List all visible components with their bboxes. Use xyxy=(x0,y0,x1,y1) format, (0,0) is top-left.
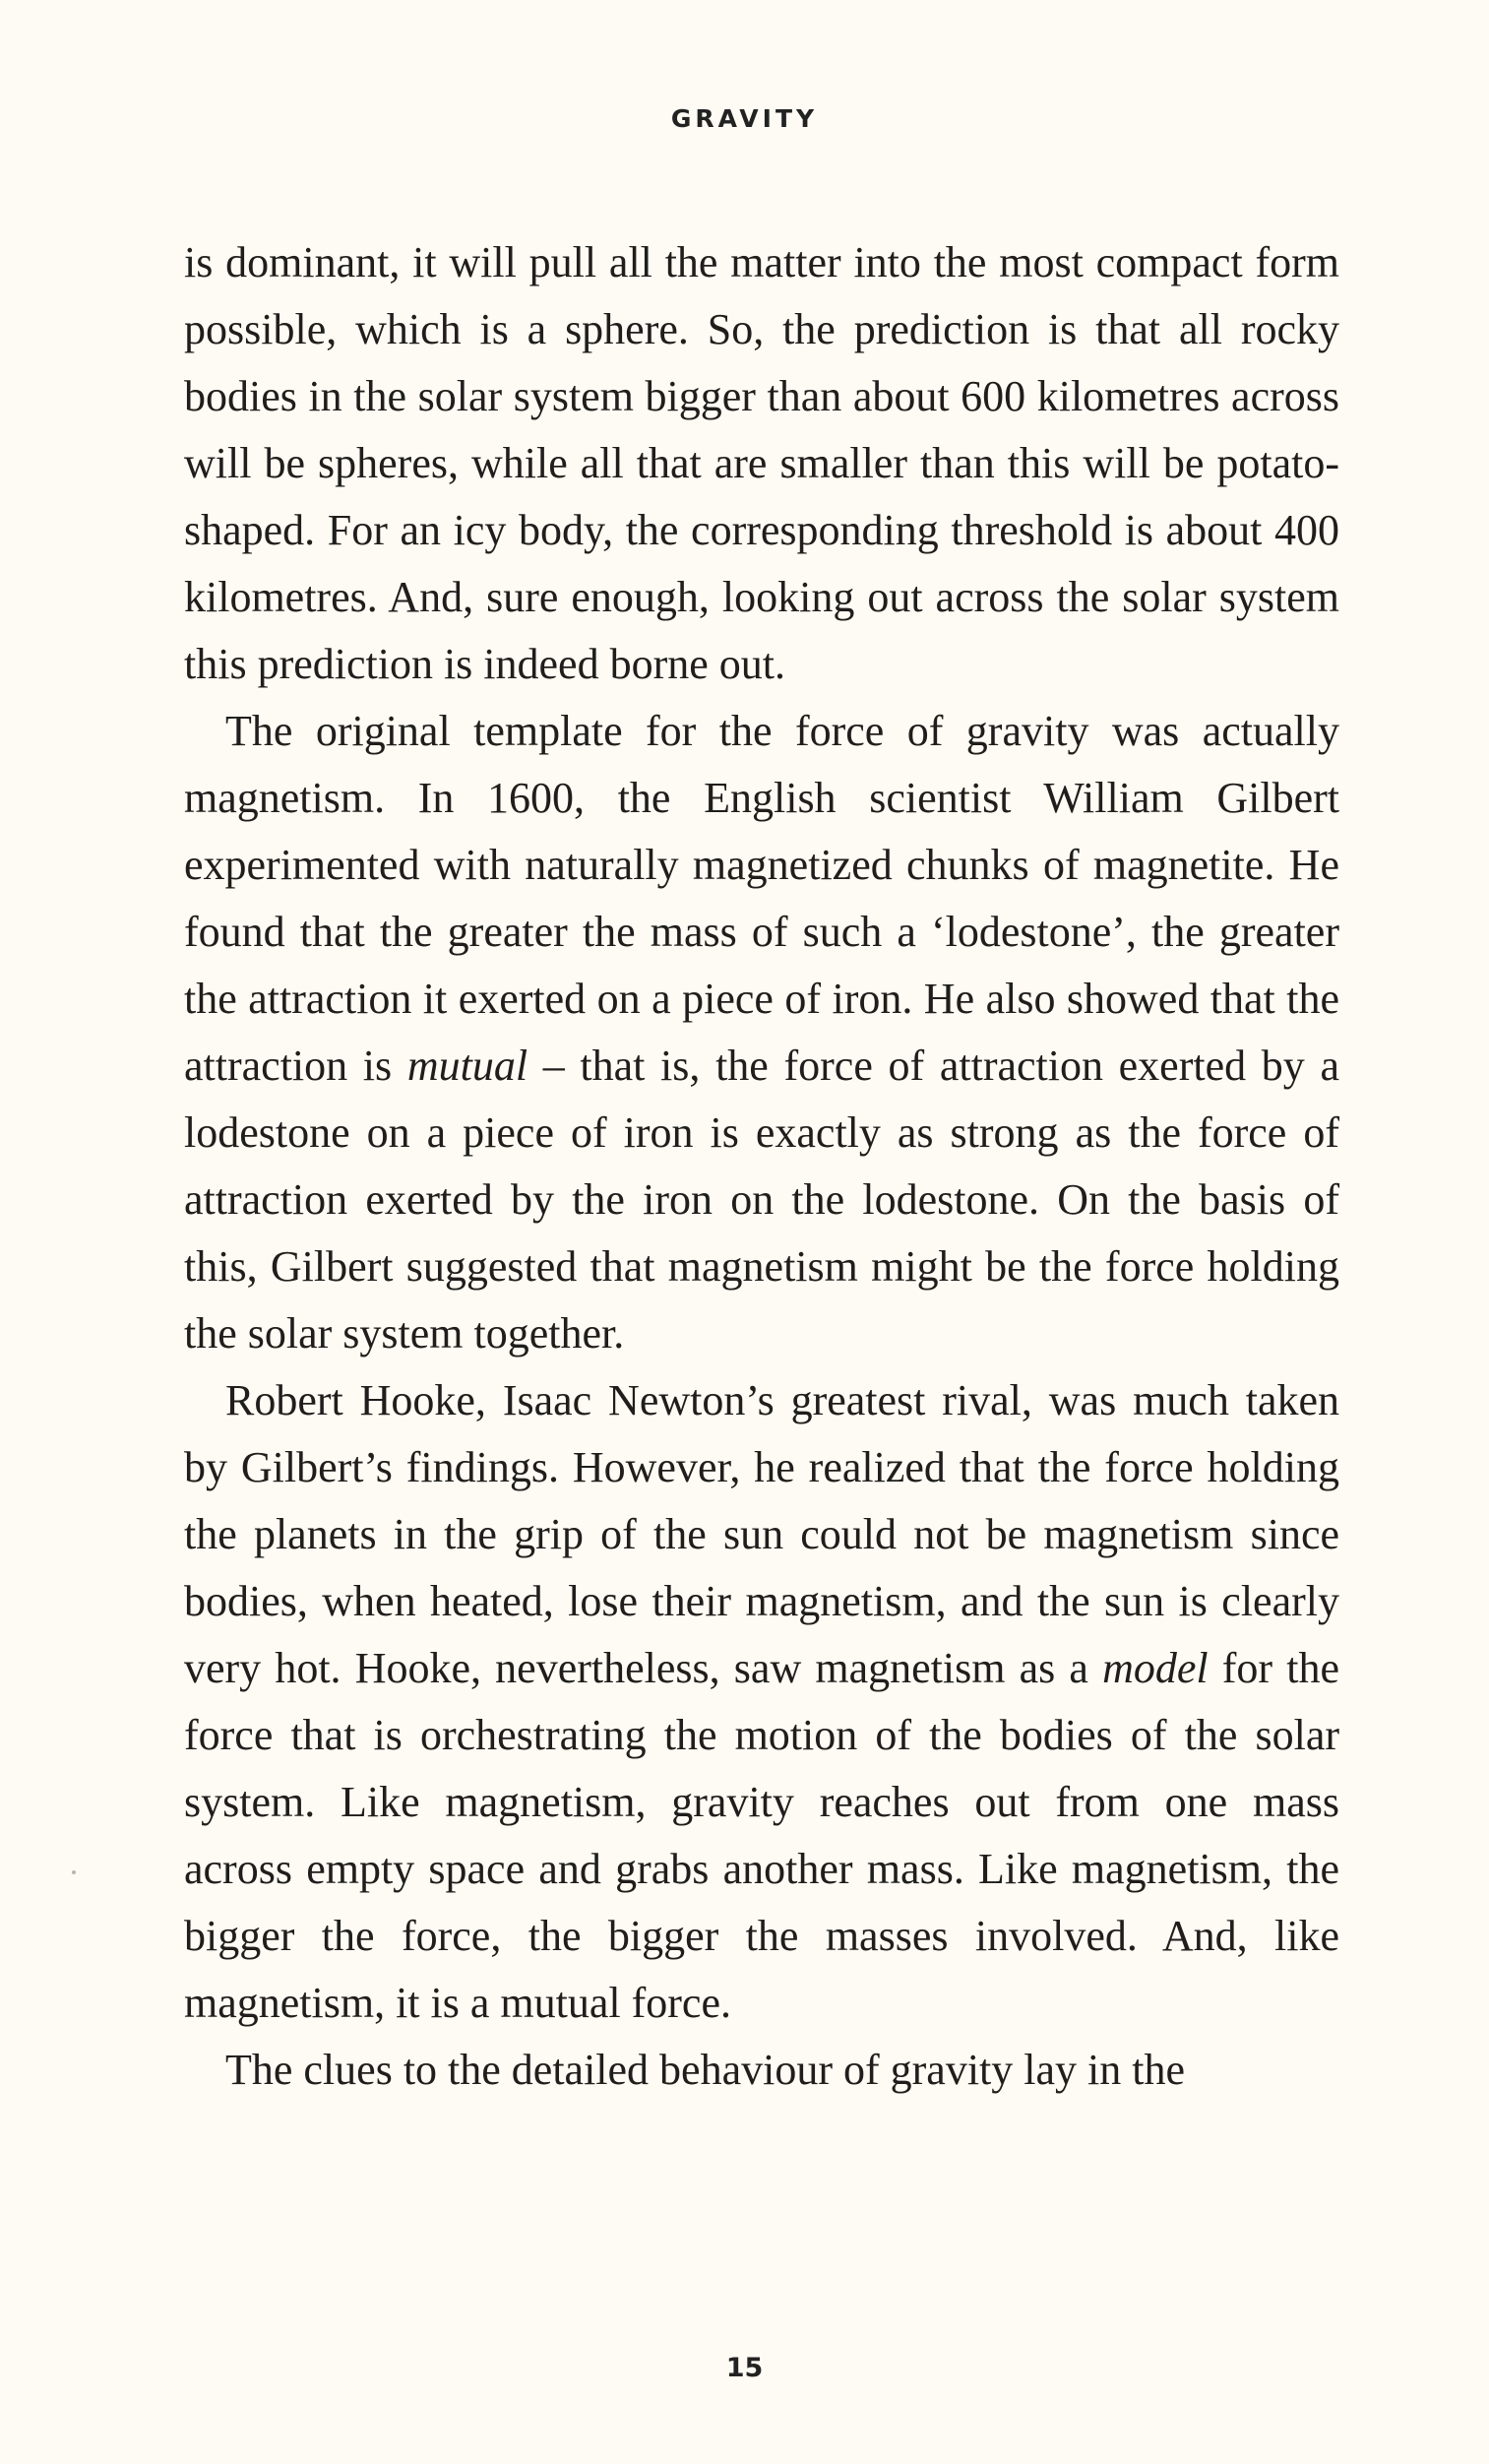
paragraph-2 xyxy=(184,698,1339,1367)
paragraph-text: The clues to the detailed behaviour of gravity lay in the xyxy=(225,2046,1186,2094)
emphasis-model: model xyxy=(1102,1644,1209,1692)
paragraph-text: – that is, the force of attraction exerted by a lodestone on a piece of iron is exactly as strong as the force of attraction exerted by the iron on the lodestone. On the basis of this, Gilbert suggested that magnetism might be the force holding the solar system together. xyxy=(184,1042,1339,1358)
running-head: GRAVITY xyxy=(670,104,819,133)
paragraph-1 xyxy=(184,229,1339,698)
emphasis-mutual: mutual xyxy=(406,1042,528,1090)
page-number: 15 xyxy=(725,2353,764,2383)
body-text xyxy=(184,229,1339,2104)
paragraph-4 xyxy=(184,2037,1339,2104)
paragraph-text: The original template for the force of gravity was actually magnetism. In 1600, the English scientist William Gilbert experimented with naturally magnetized chunks of magnetite. He found that the greater the mass of such a ‘lodestone’, the greater the attraction it exerted on a piece of iron. He also showed that the attraction is xyxy=(184,707,1339,1090)
paragraph-text: Robert Hooke, Isaac Newton’s greatest rival, was much taken by Gilbert’s findings. However, he realized that the force holding the planets in the grip of the sun could not be magnetism since bodies, when heated, lose their magnetism, and the sun is clearly very hot. Hooke, nevertheless, saw magnetism as a xyxy=(184,1376,1339,1692)
paragraph-3 xyxy=(184,1367,1339,2037)
paragraph-text: is dominant, it will pull all the matter into the most compact form possible, which is a sphere. So, the prediction is that all rocky bodies in the solar system bigger than about 600 kilometres across will be spheres, while all that are smaller than this will be potato-shaped. For an icy body, the corresponding threshold is about 400 kilometres. And, sure enough, looking out across the solar system this prediction is indeed borne out. xyxy=(184,238,1339,688)
paragraph-text: for the force that is orchestrating the motion of the bodies of the solar system. Like magnetism, gravity reaches out from one mass across empty space and grabs another mass. Like magnetism, the bigger the force, the bigger the masses involved. And, like magnetism, it is a mutual force. xyxy=(184,1644,1339,2027)
paper-speck xyxy=(72,1870,76,1874)
